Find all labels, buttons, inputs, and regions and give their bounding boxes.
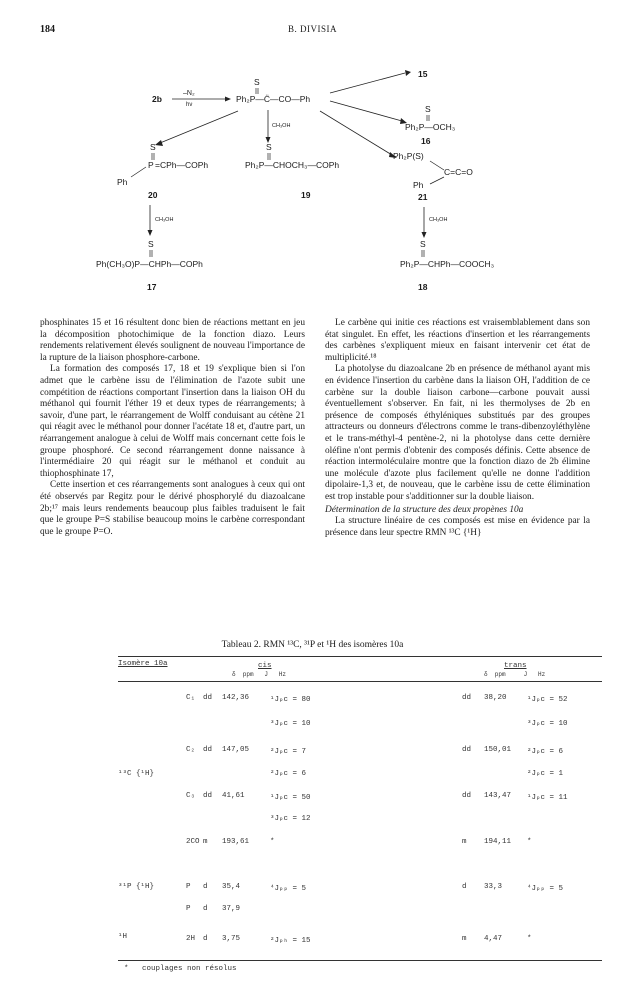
right-paragraph-2: La photolyse du diazoalcane 2b en présence de méthanol ayant mis en évidence l'insertion du carbène dans la liaison OH, l'addition de ce carbène sur la double liaison carbone—carbone pouvait aussi éventuellement s'observer. En fait, ni les thermolyses de 2b en présence de composés éthyléniques substitués par des groupes attracteurs ou donneurs d'électrons comme le trans-dibenzoyléthylène et le trans-méthyl-4 pentène-2, ni la photolyse dans cette dernière oléfine n'ont permis d'obtenir des composés définis. Cette absence de réaction intermoléculaire montre que la fonction diazo de 2b élimine une molécule d'azote plus facilement qu'elle ne donne l'addition dipolaire-1,3 et, de nouveau, que le carbène issu de cette élimination est trop instable pour s'additionner sur la double liaison.: [325, 364, 590, 502]
nucleus-c13: ¹³C {¹H}: [118, 770, 155, 778]
table-header-rule: [118, 681, 602, 682]
table-header-isomer: Isomère 10a: [118, 660, 168, 668]
table-cell-shift: 41,61: [222, 792, 245, 800]
table-cell-shift: 37,9: [222, 905, 241, 913]
compound-21-p: Ph₂P(S): [393, 151, 424, 161]
compound-16: Ph₂P—OCH₃: [405, 122, 456, 132]
table-cell-J: ¹Jₚc = 50: [270, 794, 311, 802]
compound-18: Ph₂P—CHPh—COOCH₃: [400, 259, 495, 269]
sulfur-18: S: [420, 239, 426, 249]
compound-label-21: 21: [418, 192, 428, 202]
table-cell-atom: C₃: [186, 792, 196, 800]
left-paragraph-2: La formation des composés 17, 18 et 19 s'explique bien si l'on admet que le carbène issu de l'élimination de l'azote subit une compétition de réactions comportant l'insertion dans la liaison OH du méthanol qui fournit l'éther 19 et deux types de réarrangements; à savoir, d'une part, le réarrangement de Wolff conduisant au cétène 21 qui réagit avec le méthanol pour donner l'acétate 18 et, d'autre part, un réarrangement analogue à celui de Wolff mais concernant cette fois le groupe phosphoré. Ce second réarrangement donne naissance à l'intermédiaire 20 qui réagit sur le méthanol et conduit au thiophosphinate 17,: [40, 364, 305, 479]
table-cell-t-J: ¹Jₚc = 52: [527, 696, 568, 704]
reagent-ch3oh-19: CH₃OH: [272, 123, 291, 129]
table-cell-t-shift: 33,3: [484, 883, 503, 891]
table-cell-J: ³Jₚc = 12: [270, 815, 311, 823]
reagent-n2: –N₂: [183, 90, 195, 97]
reagent-ch3oh-18: CH₃OH: [429, 217, 448, 223]
table-cell-atom: C₂: [186, 746, 196, 754]
table-cell-t-mult: d: [462, 883, 467, 891]
table-cell-t-mult: m: [462, 838, 467, 846]
svg-text:P: P: [148, 160, 154, 170]
table-cell-shift: 193,61: [222, 838, 250, 846]
compound-label-20: 20: [148, 190, 158, 200]
nucleus-h1: ¹H: [118, 933, 128, 941]
table-cell-shift: 35,4: [222, 883, 241, 891]
table-cell-J: ⁴Jₚₚ = 5: [270, 885, 307, 893]
table-cell-atom: 2CO: [186, 838, 200, 846]
sulfur-top: S: [254, 77, 260, 87]
table-cell-atom: P: [186, 905, 191, 913]
table-cell-J: ¹Jₚc = 80: [270, 696, 311, 704]
table-cell-t-J: ³Jₚc = 10: [527, 720, 568, 728]
table-cell-t-J: ⁴Jₚₚ = 5: [527, 885, 564, 893]
table-cell-atom: C₁: [186, 694, 196, 702]
table-cell-atom: P: [186, 883, 191, 891]
table-cell-t-J: ²Jₚc = 6: [527, 748, 564, 756]
table-cell-mult: d: [203, 905, 208, 913]
reaction-scheme: [0, 55, 625, 310]
table-cell-t-shift: 150,01: [484, 746, 512, 754]
table-cell-J: *: [270, 838, 275, 846]
table-subheader-trans: δ ppm J Hz: [484, 671, 546, 678]
table-header-cis: cis: [258, 662, 272, 670]
running-head: B. DIVISIA: [288, 24, 337, 34]
table-caption: Tableau 2. RMN ¹³C, ³¹P et ¹H des isomères 10a: [221, 640, 404, 650]
right-column: [325, 318, 590, 539]
compound-21-ph: Ph: [413, 180, 424, 190]
sulfur-17: S: [148, 239, 154, 249]
sulfur-16: S: [425, 104, 431, 114]
compound-label-18: 18: [418, 282, 428, 292]
table-cell-mult: dd: [203, 746, 213, 754]
reagent-hv: hν: [186, 102, 193, 108]
table-cell-t-J: *: [527, 935, 532, 943]
left-paragraph-3: Cette insertion et ces réarrangements sont analogues à ceux qui ont été observés par Regitz pour le dérivé phosphorylé du diazoalcane 2b;¹⁷ mais leurs rendements beaucoup plus faibles traduisent le fait que le groupe P=S stabilise beaucoup moins le carbène correspondant que le groupe P=O.: [40, 480, 305, 537]
table-cell-t-J: *: [527, 838, 532, 846]
left-paragraph-1: phosphinates 15 et 16 résultent donc bien de réactions mettant en jeu la décomposition photochimique de la fonction diazo. Leurs rendements relativement élevés soulignent de nouveau l'importance de la rupture de la liaison phosphore-carbone.: [40, 318, 305, 363]
section-heading: Détermination de la structure des deux propènes 10a: [325, 504, 524, 515]
table-cell-mult: d: [203, 935, 208, 943]
compound-19: Ph₂P—CHOCH₃—COPh: [245, 160, 340, 170]
table-cell-t-shift: 38,20: [484, 694, 507, 702]
table-cell-J: ²Jₚc = 6: [270, 770, 307, 778]
compound-label-16: 16: [421, 136, 431, 146]
nucleus-p31: ³¹P {¹H}: [118, 883, 155, 891]
table-cell-J: ²Jₚₕ = 15: [270, 937, 311, 945]
table-cell-shift: 142,36: [222, 694, 250, 702]
reagent-ch3oh-17: CH₃OH: [155, 217, 174, 223]
table-cell-t-mult: dd: [462, 694, 472, 702]
table-subheader-cis: δ ppm J Hz: [232, 671, 287, 678]
table-cell-t-mult: dd: [462, 746, 472, 754]
table-bottom-rule: [118, 960, 602, 961]
table-cell-t-shift: 143,47: [484, 792, 512, 800]
compound-label-19: 19: [301, 190, 311, 200]
table-cell-mult: dd: [203, 792, 213, 800]
table-cell-t-mult: dd: [462, 792, 472, 800]
table-cell-shift: 3,75: [222, 935, 241, 943]
page-number: 184: [40, 24, 55, 35]
right-paragraph-1: Le carbène qui initie ces réactions est vraisemblablement dans son état singulet. En effet, les réactions d'insertion et les réarrangements des carbènes s'expliquent mieux en faisant intervenir cet état de multiplicité.¹⁸: [325, 318, 590, 363]
table-cell-mult: m: [203, 838, 208, 846]
table-cell-mult: d: [203, 883, 208, 891]
diazo-compound: Ph₂P—C̈—CO—Ph: [236, 94, 311, 104]
table-cell-t-shift: 194,11: [484, 838, 512, 846]
table-cell-t-mult: m: [462, 935, 467, 943]
table-cell-shift: 147,05: [222, 746, 250, 754]
left-column: [40, 318, 305, 538]
section-paragraph: La structure linéaire de ces composés est mise en évidence par la présence dans leur spectre RMN ¹³C {¹H}: [325, 516, 590, 538]
table-top-rule: [118, 656, 602, 657]
table-cell-atom: 2H: [186, 935, 196, 943]
compound-label-17: 17: [147, 282, 157, 292]
compound-label-15: 15: [418, 69, 428, 79]
table-cell-t-shift: 4,47: [484, 935, 503, 943]
compound-label-2b: 2b: [152, 94, 162, 104]
compound-20-chain: =CPh—COPh: [155, 160, 209, 170]
table-cell-t-J: ¹Jₚc = 11: [527, 794, 568, 802]
sulfur-20: S: [150, 142, 156, 152]
table-header-trans: trans: [504, 662, 527, 670]
table-cell-t-J: ²Jₚc = 1: [527, 770, 564, 778]
compound-20-ph: Ph: [117, 177, 128, 187]
table-cell-J: ³Jₚc = 10: [270, 720, 311, 728]
table-cell-mult: dd: [203, 694, 213, 702]
sulfur-19: S: [266, 142, 272, 152]
compound-17: Ph(CH₃O)P—CHPh—COPh: [96, 259, 203, 269]
compound-21-ketene: C=C=O: [444, 167, 473, 177]
table-footnote: * couplages non résolus: [124, 965, 237, 973]
table-cell-J: ²Jₚc = 7: [270, 748, 307, 756]
